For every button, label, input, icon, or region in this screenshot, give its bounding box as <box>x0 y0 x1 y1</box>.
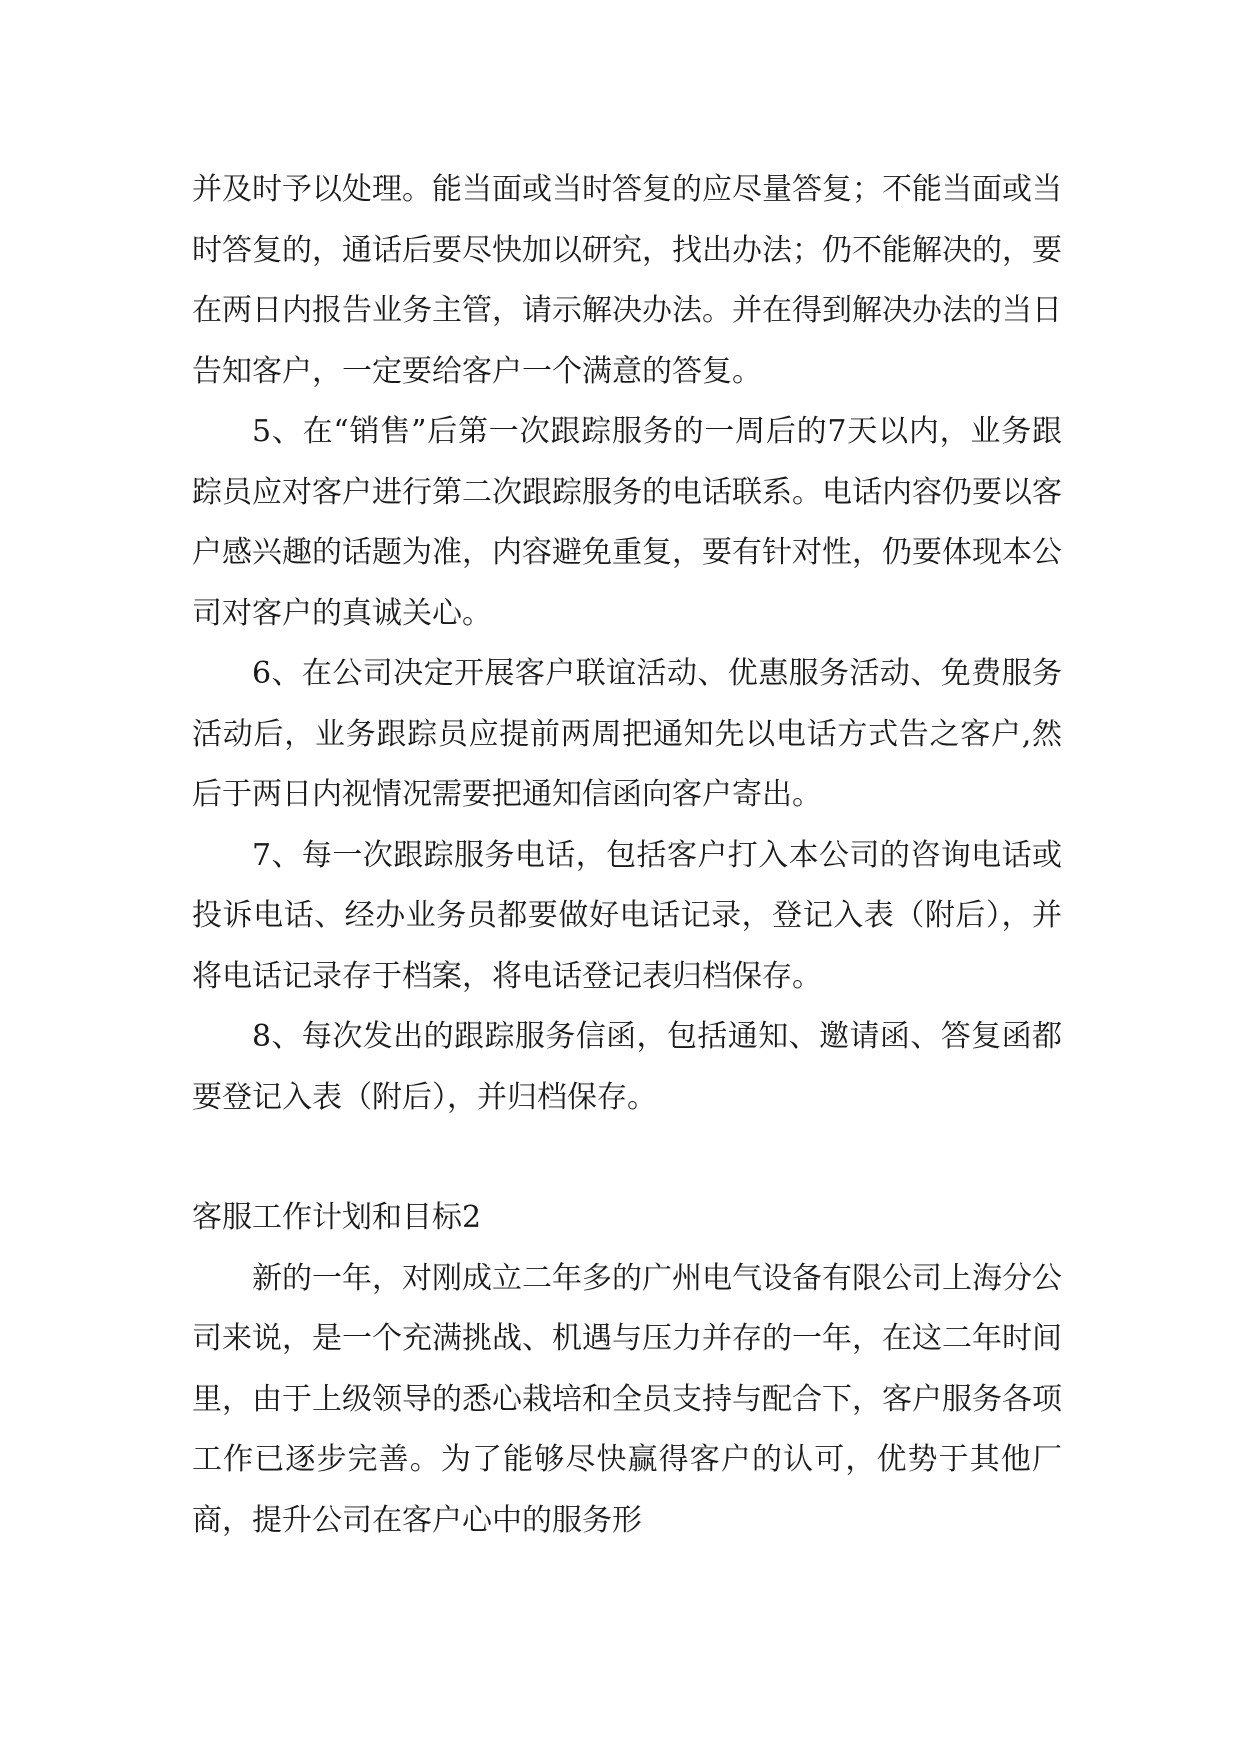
document-body <box>192 160 1062 1551</box>
paragraph-intro: 新的一年，对刚成立二年多的广州电气设备有限公司上海分公司来说，是一个充满挑战、机遇与压力并存的一年，在这二年时间里，由于上级领导的悉心栽培和全员支持与配合下，客户服务各项工作已逐步完善。为了能够尽快赢得客户的认可，优势于其他厂商，提升公司在客户心中的服务形 <box>192 1260 1062 1538</box>
paragraph-item-8: 8、每次发出的跟踪服务信函，包括通知、邀请函、答复函都要登记入表（附后），并归档保存。 <box>192 1019 1062 1115</box>
paragraph-item-7: 7、每一次跟踪服务电话，包括客户打入本公司的咨询电话或投诉电话、经办业务员都要做好电话记录，登记入表（附后），并将电话记录存于档案，将电话登记表归档保存。 <box>192 837 1062 994</box>
paragraph-item-6: 6、在公司决定开展客户联谊活动、优惠服务活动、免费服务活动后，业务跟踪员应提前两周把通知先以电话方式告之客户,然后于两日内视情况需要把通知信函向客户寄出。 <box>192 656 1062 812</box>
paragraph-item-5: 5、在“销售”后第一次跟踪服务的一周后的7天以内，业务跟踪员应对客户进行第二次跟踪服务的电话联系。电话内容仍要以客户感兴趣的话题为准，内容避免重复，要有针对性，仍要体现本公司对客户的真诚关心。 <box>192 414 1062 631</box>
section-heading: 客服工作计划和目标2 <box>192 1200 482 1235</box>
paragraph-continued: 并及时予以处理。能当面或当时答复的应尽量答复；不能当面或当时答复的，通话后要尽快加以研究，找出办法；仍不能解决的，要在两日内报告业务主管，请示解决办法。并在得到解决办法的当日告知客户，一定要给客户一个满意的答复。 <box>192 172 1062 389</box>
